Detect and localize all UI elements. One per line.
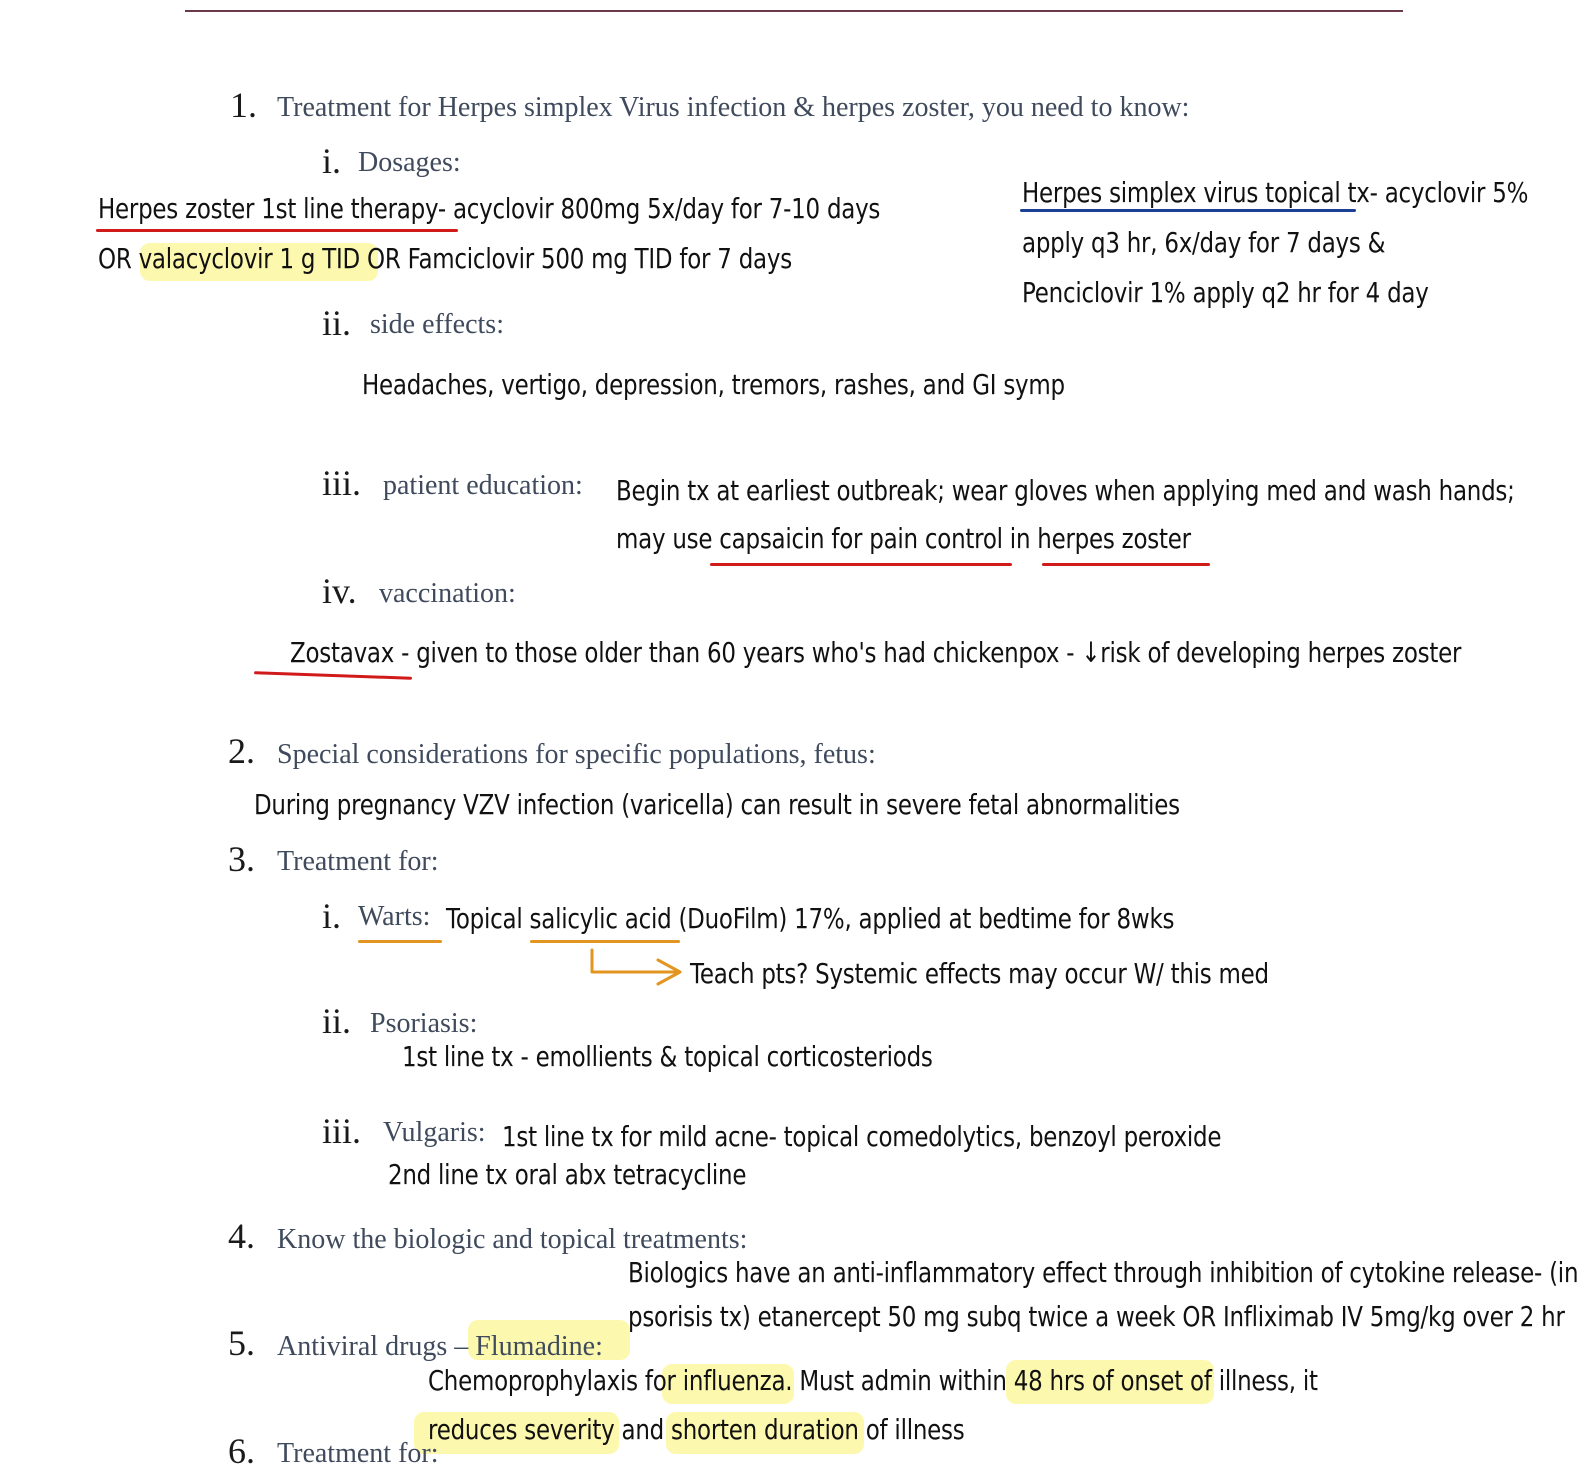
underline-salicylic-acid bbox=[530, 940, 680, 943]
item-1-heading: Treatment for Herpes simplex Virus infection & herpes zoster, you need to know: bbox=[277, 92, 1190, 123]
item-5-number: 5. bbox=[228, 1323, 255, 1363]
item-3-iii-label: Vulgaris: bbox=[383, 1117, 486, 1148]
item-2-heading: Special considerations for specific populations, fetus: bbox=[277, 739, 876, 770]
psoriasis-treatment: 1st line tx - emollients & topical corticosteriods bbox=[402, 1040, 933, 1073]
underline-warts bbox=[358, 940, 442, 943]
item-1-i-label: Dosages: bbox=[358, 147, 461, 178]
education-line-2: may use capsaicin for pain control in herpes zoster bbox=[616, 522, 1191, 555]
item-1-i-numeral: i. bbox=[322, 141, 342, 181]
item-6-heading: Treatment for: bbox=[277, 1438, 439, 1469]
item-1-iv-label: vaccination: bbox=[379, 578, 516, 609]
flumadine-line-1: Chemoprophylaxis for influenza. Must admin within 48 hrs of onset of illness, it bbox=[428, 1364, 1318, 1397]
item-3-iii-numeral: iii. bbox=[322, 1111, 362, 1151]
hsv-topical-line-1: Herpes simplex virus topical tx- acyclovir 5% bbox=[1022, 176, 1529, 209]
item-3-ii-numeral: ii. bbox=[322, 1001, 352, 1041]
item-1-ii-label: side effects: bbox=[370, 309, 504, 340]
hsv-topical-line-3: Penciclovir 1% apply q2 hr for 4 day bbox=[1022, 276, 1429, 309]
top-rule bbox=[185, 10, 1403, 12]
vaccination-text: Zostavax - given to those older than 60 years who's had chickenpox - ↓risk of developing herpes zoster bbox=[290, 636, 1462, 669]
zoster-dosage-line-1: Herpes zoster 1st line therapy- acyclovir 800mg 5x/day for 7-10 days bbox=[98, 192, 881, 225]
item-1-ii-numeral: ii. bbox=[322, 303, 352, 343]
underline-zoster-first-line bbox=[96, 229, 458, 232]
underline-herpes-zoster bbox=[1042, 563, 1210, 566]
item-3-i-label: Warts: bbox=[358, 901, 431, 932]
item-2-number: 2. bbox=[228, 731, 255, 771]
pregnancy-note: During pregnancy VZV infection (varicella) can result in severe fetal abnormalities bbox=[254, 788, 1180, 821]
item-1-number: 1. bbox=[230, 85, 257, 125]
item-6-number: 6. bbox=[228, 1431, 255, 1471]
education-line-1: Begin tx at earliest outbreak; wear gloves when applying med and wash hands; bbox=[616, 474, 1515, 507]
item-4-number: 4. bbox=[228, 1216, 255, 1256]
item-3-i-numeral: i. bbox=[322, 896, 342, 936]
flumadine-line-2: reduces severity and shorten duration of illness bbox=[428, 1413, 965, 1446]
biologics-line-1: Biologics have an anti-inflammatory effect through inhibition of cytokine release- (in bbox=[628, 1256, 1579, 1289]
arrow-right-icon bbox=[588, 948, 698, 988]
item-1-iii-numeral: iii. bbox=[322, 463, 362, 503]
warts-teaching-note: Teach pts? Systemic effects may occur W/ this med bbox=[690, 957, 1269, 990]
side-effects-text: Headaches, vertigo, depression, tremors, rashes, and GI symp bbox=[362, 368, 1065, 401]
underline-capsaicin bbox=[710, 563, 1012, 566]
item-1-iv-numeral: iv. bbox=[322, 571, 357, 611]
biologics-line-2: psorisis tx) etanercept 50 mg subq twice a week OR Infliximab IV 5mg/kg over 2 hr bbox=[628, 1300, 1565, 1333]
hsv-topical-line-2: apply q3 hr, 6x/day for 7 days & bbox=[1022, 226, 1386, 259]
zoster-dosage-line-2: OR valacyclovir 1 g TID OR Famciclovir 500 mg TID for 7 days bbox=[98, 242, 792, 275]
underline-hsv-topical bbox=[1020, 209, 1356, 212]
vulgaris-line-1: 1st line tx for mild acne- topical comedolytics, benzoyl peroxide bbox=[502, 1120, 1222, 1153]
vulgaris-line-2: 2nd line tx oral abx tetracycline bbox=[388, 1158, 747, 1191]
item-5-heading: Antiviral drugs – Flumadine: bbox=[277, 1331, 603, 1362]
item-3-ii-label: Psoriasis: bbox=[370, 1008, 478, 1039]
item-1-iii-label: patient education: bbox=[383, 470, 583, 501]
underline-zostavax bbox=[254, 671, 412, 680]
item-4-heading: Know the biologic and topical treatments: bbox=[277, 1224, 748, 1255]
item-3-number: 3. bbox=[228, 839, 255, 879]
warts-treatment: Topical salicylic acid (DuoFilm) 17%, applied at bedtime for 8wks bbox=[446, 902, 1175, 935]
item-3-heading: Treatment for: bbox=[277, 846, 439, 877]
